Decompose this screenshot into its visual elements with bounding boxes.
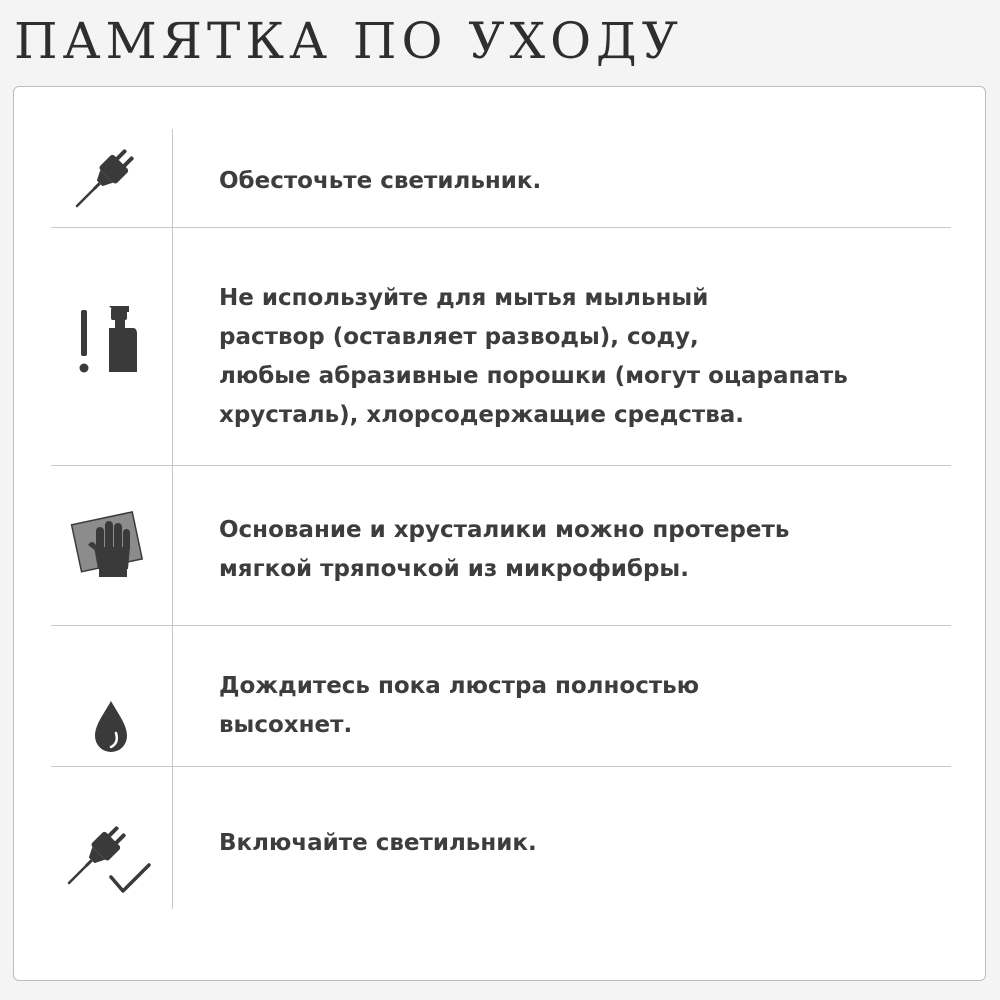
row-divider: [51, 465, 951, 466]
page-title: ПАМЯТКА ПО УХОДУ: [14, 12, 683, 70]
care-instructions-card: [13, 86, 986, 981]
instruction-text: Обесточьте светильник.: [219, 168, 542, 194]
instruction-text: Не используйте для мытья мыльный раствор (оставляет разводы), соду, любые абразивные порошки (могут оцарапать хрусталь), хлорсодержащие средства.: [219, 285, 848, 428]
instruction-text: Включайте светильник.: [219, 830, 537, 856]
row-divider: [51, 766, 951, 767]
column-divider: [172, 129, 173, 909]
warning-spray-icon: [51, 282, 171, 402]
row-divider: [51, 625, 951, 626]
water-drop-icon: [51, 692, 171, 762]
plug-check-icon: [51, 802, 171, 912]
instruction-text: Дождитесь пока люстра полностью высохнет.: [219, 673, 700, 738]
row-divider: [51, 227, 951, 228]
instruction-text: Основание и хрусталики можно протереть мягкой тряпочкой из микрофибры.: [219, 517, 790, 582]
plug-icon: [51, 127, 171, 217]
gloved-hand-cloth-icon: [51, 492, 171, 592]
